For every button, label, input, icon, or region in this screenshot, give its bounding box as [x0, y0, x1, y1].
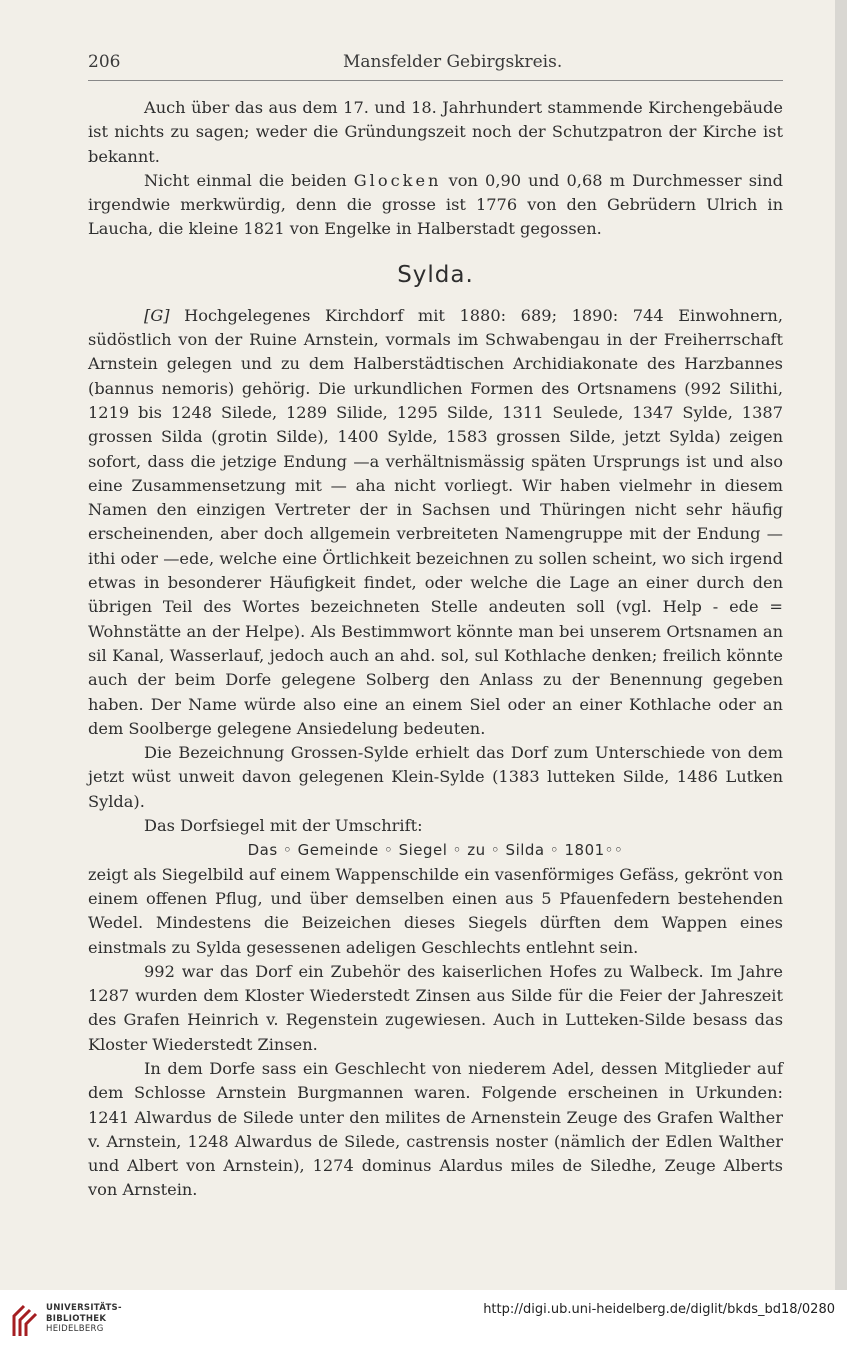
- library-logo-text[interactable]: UNIVERSITÄTS- BIBLIOTHEK HEIDELBERG: [46, 1303, 122, 1334]
- section-paragraph-2: Die Bezeichnung Grossen-Sylde erhielt das Dorf zum Unterschiede von dem jetzt wüst unweit davon gelegenen Klein-Sylde (1383 lutteken Silde, 1486 Lutken Sylda).: [88, 743, 783, 811]
- section-paragraph-6: In dem Dorfe sass ein Geschlecht von niederem Adel, dessen Mitglieder auf dem Schlosse Arnstein Burgmannen waren. Folgende erscheinen in Urkunden: 1241 Alwardus de Silede unter den milites de Arnenstein Zeuge des Grafen Walther v. Arnstein, 1248 Alwardus de Silede, castrensis noster (nämlich der Edlen Walther und Albert von Arnstein), 1274 dominus Alardus miles de Siledhe, Zeuge Alberts von Arnstein.: [88, 1058, 783, 1200]
- bells-term: Glocken: [353, 170, 442, 190]
- page-header: [88, 52, 788, 76]
- intro-paragraph-1: Auch über das aus dem 17. und 18. Jahrhundert stammende Kirchengebäude ist nichts zu sagen; weder die Gründungszeit noch der Schutzpatron der Kirche ist bekannt.: [88, 98, 783, 166]
- section-paragraph-3: Das Dorfsiegel mit der Umschrift:: [144, 816, 423, 836]
- section-paragraph-4: zeigt als Siegelbild auf einem Wappenschilde ein vasenförmiges Gefäss, gekrönt von einem offenen Pflug, und über demselben einen aus 5 Pfauenfedern bestehenden Wedel. Mindestens die Beizeichen dieses Siegels dürften dem Wappen eines einstmals zu Sylda gesessenen adeligen Geschlechts entlehnt sein.: [88, 864, 783, 957]
- page-number: 206: [88, 52, 121, 72]
- section-paragraph-5: 992 war das Dorf ein Zubehör des kaiserlichen Hofes zu Walbeck. Im Jahre 1287 wurden dem Kloster Wiederstedt Zinsen aus Silde für die Feier der Jahreszeit des Grafen Heinrich v. Regenstein zugewiesen. Auch in Lutteken-Silde besass das Kloster Wiederstedt Zinsen.: [88, 961, 783, 1054]
- section-paragraph-1: [G] Hochgelegenes Kirchdorf mit 1880: 689; 1890: 744 Einwohnern, südöstlich von der Ruine Arnstein, vormals im Schwabengau in der Freiherrschaft Arnstein gelegen und zu dem Halberstädtischen Archidiakonate des Harzbannes (bannus nemoris) gehörig. Die urkundlichen Formen des Ortsnamens (992 Silithi, 1219 bis 1248 Silede, 1289 Silide, 1295 Silde, 1311 Seulede, 1347 Sylde, 1387 grossen Silda (grotin Silde), 1400 Sylde, 1583 grossen Silde, jetzt Sylda) zeigen sofort, dass die jetzige Endung —a verhältnismässig späten Ursprungs ist und also eine Zusammensetzung mit — aha nicht vorliegt. Wir haben vielmehr in diesem Namen den einzigen Vertreter der in Sachsen und Thüringen nicht sehr häufig erscheinenden, aber doch allgemein verbreiteten Namengruppe mit der Endung —ithi oder —ede, welche eine Örtlichkeit bezeichnen zu sollen scheint, wo sich irgend etwas in besonderer Häufigkeit findet, oder welche die Lage an einer durch den übrigen Teil des Wortes bezeichneten Stelle andeuten soll (vgl. Help - ede = Wohnstätte an der Helpe). Als Bestimmwort könnte man bei unserem Ortsnamen an sil Kanal, Wasserlauf, jedoch auch an ahd. sol, sul Kothlache denken; freilich könnte auch der beim Dorfe gelegene Solberg den Anlass zu der Benennung gegeben haben. Der Name würde also eine an einem Siel oder an einer Kothlache oder an dem Soolberge gelegene Ansiedelung bedeuten.: [88, 305, 783, 738]
- section-title: Sylda.: [397, 261, 474, 288]
- page-body: [88, 96, 783, 1203]
- header-rule: [88, 80, 783, 81]
- running-title: Mansfelder Gebirgskreis.: [343, 52, 563, 72]
- source-url-link[interactable]: http://digi.ub.uni-heidelberg.de/diglit/bkds_bd18/0280: [483, 1302, 835, 1317]
- library-logo-icon[interactable]: [10, 1302, 40, 1338]
- section-mark: [G]: [144, 305, 170, 325]
- seal-inscription: Das ◦ Gemeinde ◦ Siegel ◦ zu ◦ Silda ◦ 1801◦◦: [247, 841, 624, 860]
- intro-paragraph-2: Nicht einmal die beiden Glocken von 0,90 und 0,68 m Durchmesser sind irgendwie merkwürdig, denn die grosse ist 1776 von den Gebrüdern Ulrich in Laucha, die kleine 1821 von Engelke in Halberstadt gegossen.: [88, 170, 783, 239]
- page-edge: [835, 0, 847, 1290]
- footer-bar: [0, 1290, 847, 1351]
